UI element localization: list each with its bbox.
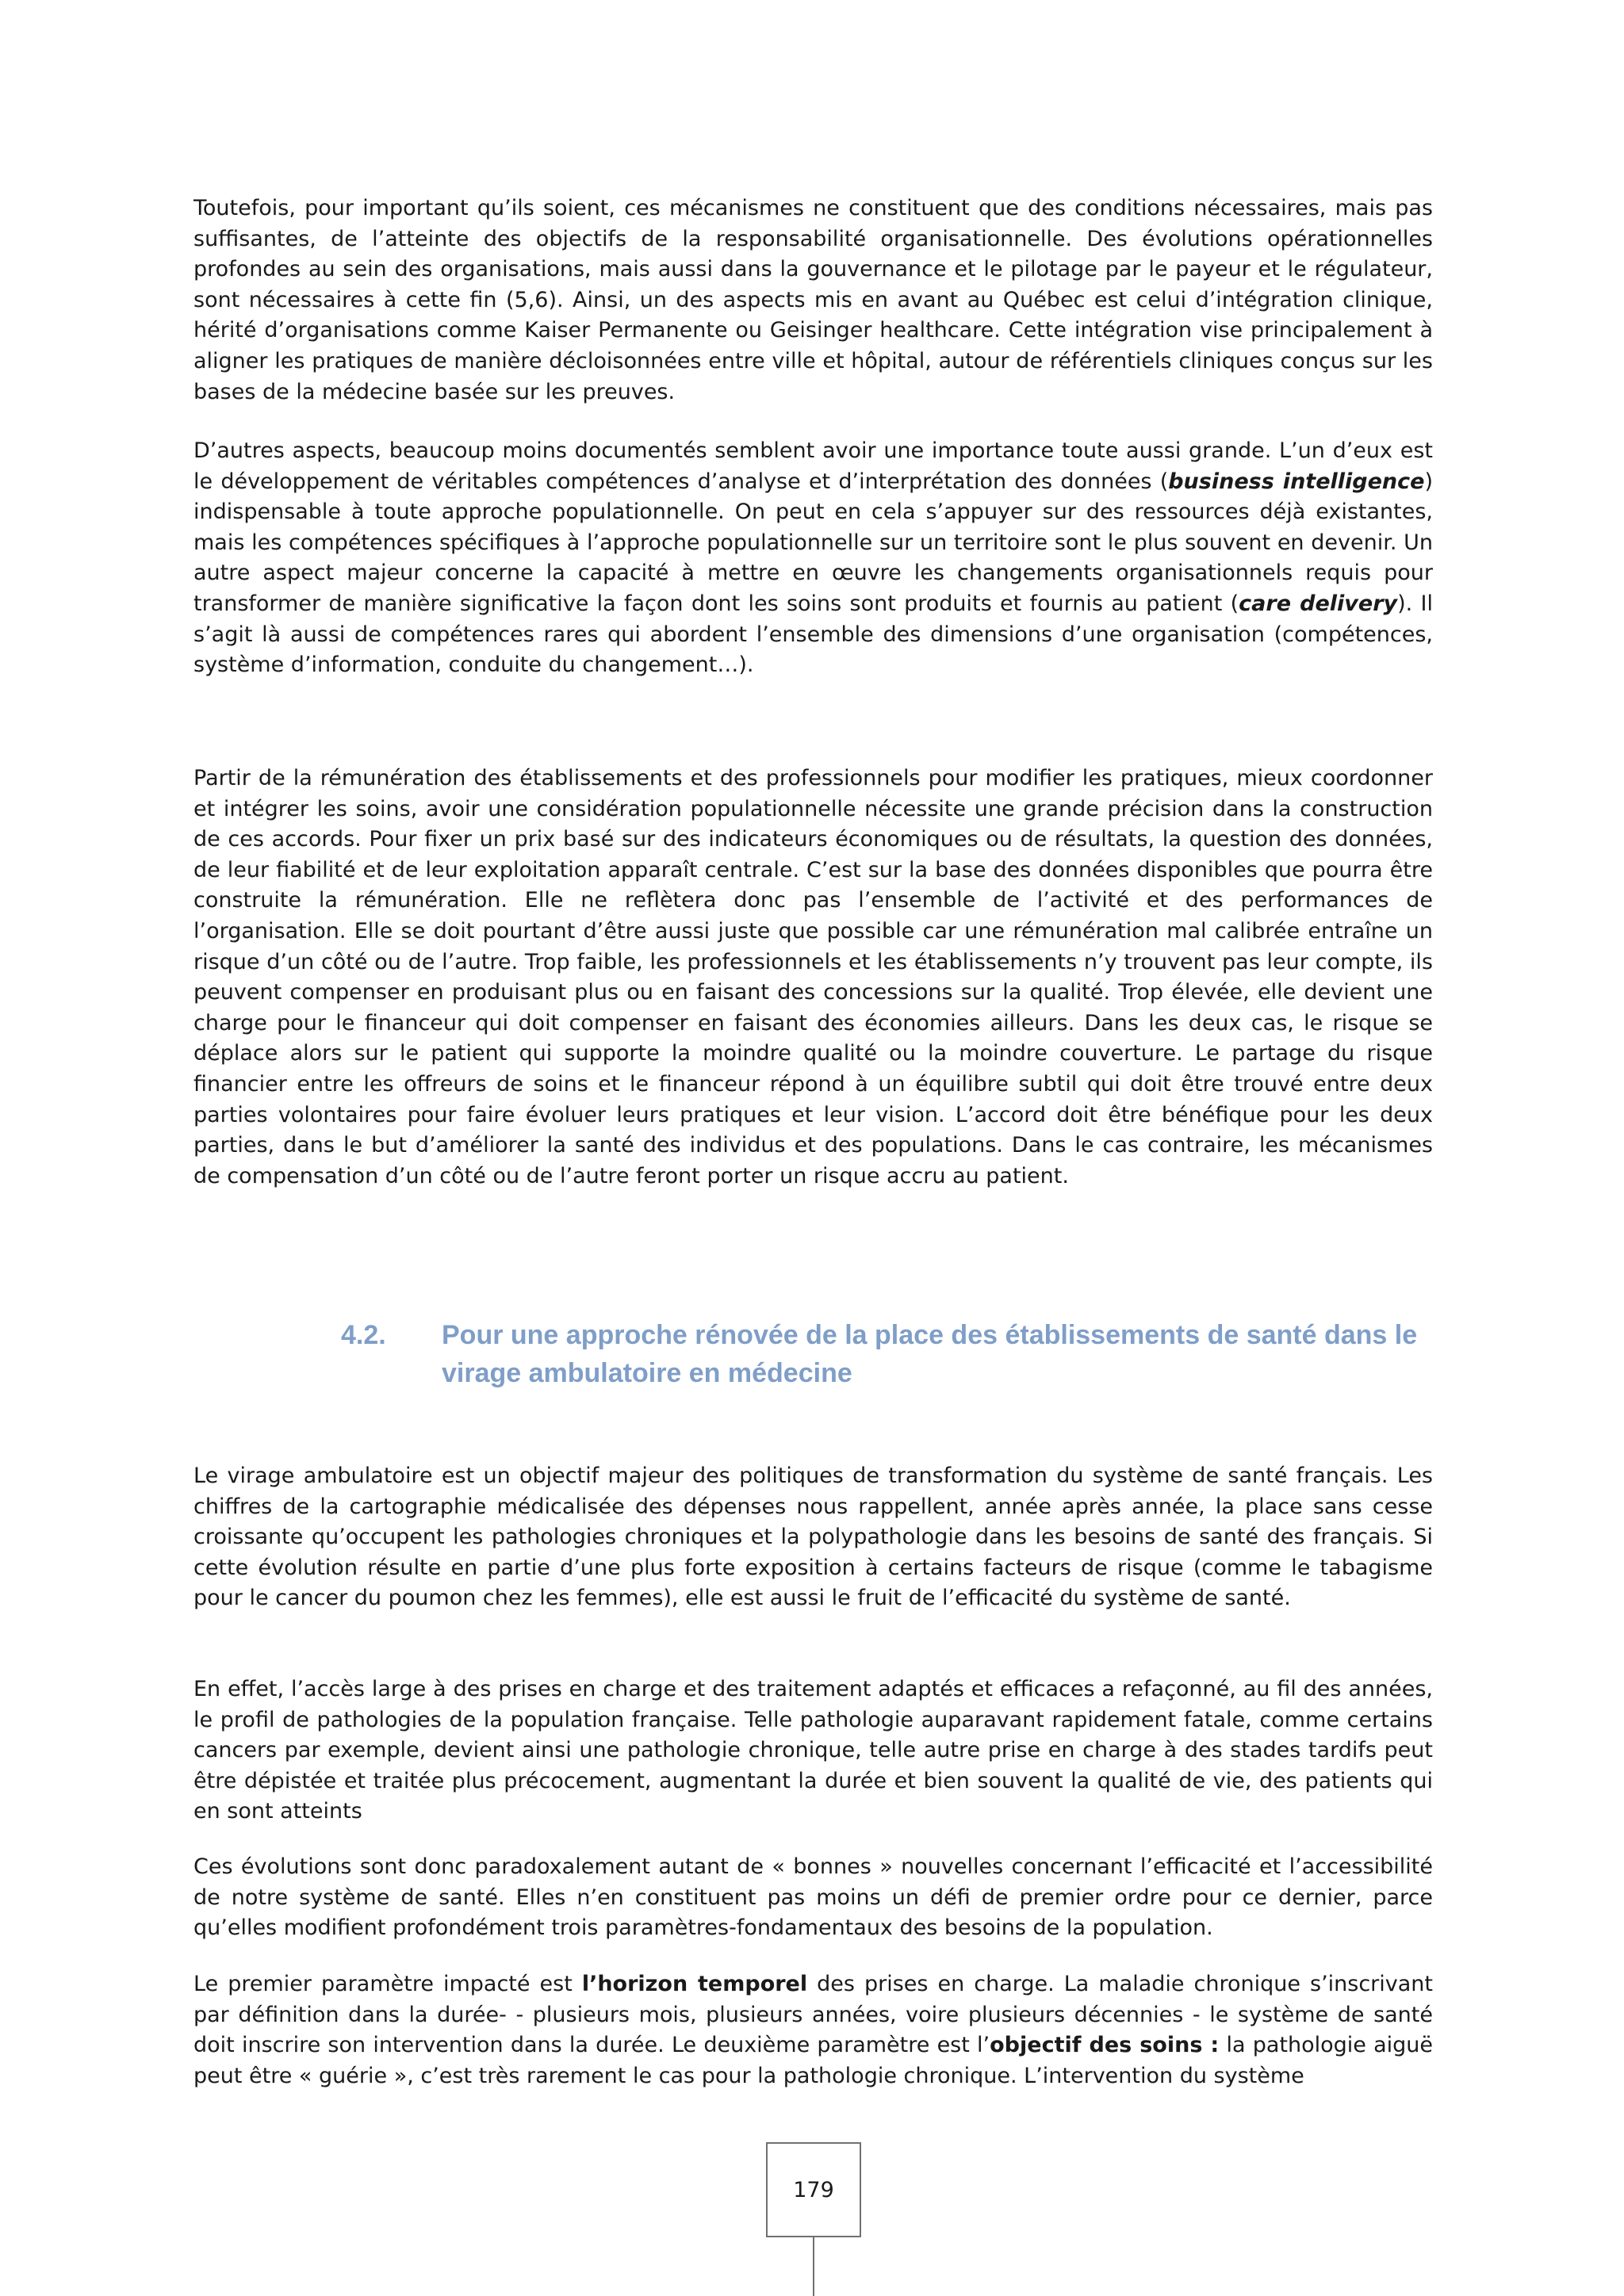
page-number: 179 xyxy=(793,2177,834,2202)
paragraph-7-text-e: la pathologie aiguë peut être « guérie », c’est très rarement le cas pour la pathologie chronique. L’intervention du système xyxy=(193,2033,1433,2088)
paragraph-5: En effet, l’accès large à des prises en charge et des traitement adaptés et efficaces a refaçonné, au fil des années, le profil de pathologies de la population française. Telle pathologie auparavant rapidement fatale, comme certains cancers par exemple, devient ainsi une pathologie chronique, telle autre prise en charge à des stades tardifs peut être dépistée et traitée plus précocement, augmentant la durée et bien souvent la qualité de vie, des patients qui en sont atteints xyxy=(193,1677,1433,1824)
paragraph-2-text-e: ). Il s’agit là aussi de compétences rares qui abordent l’ensemble des dimensions d’une organisation (compétences, système d’information, conduite du changement…). xyxy=(193,591,1433,678)
paragraph-3-container xyxy=(193,763,1433,1192)
page-number-connector-line xyxy=(813,2237,814,2296)
paragraph-7-text-a: Le premier paramètre impacté est xyxy=(193,1972,582,1996)
paragraph-2 xyxy=(193,436,1433,681)
paragraph-6: Ces évolutions sont donc paradoxalement autant de « bonnes » nouvelles concernant l’efficacité et l’accessibilité de notre système de santé. Elles n’en constituent pas moins un défi de premier ordre pour ce dernier, parce qu’elles modifient profondément trois paramètres-fondamentaux des besoins de la population. xyxy=(193,1854,1433,1941)
paragraph-2-text-c: ) indispensable à toute approche populationnelle. On peut en cela s’appuyer sur des ressources déjà existantes, mais les compétences spécifiques à l’approche populationnelle sur un territoire sont le plus souvent en devenir. Un autre aspect majeur concerne la capacité à mettre en œuvre les changements organisationnels requis pour transformer de manière significative la façon dont les soins sont produits et fournis au patient ( xyxy=(193,469,1433,616)
paragraph-2-container xyxy=(193,436,1433,681)
section-title: Pour une approche rénovée de la place des établissements de santé dans le virage ambulatoire en médecine xyxy=(442,1320,1418,1388)
paragraph-1: Toutefois, pour important qu’ils soient, ces mécanismes ne constituent que des conditions nécessaires, mais pas suffisantes, de l’atteinte des objectifs de la responsabilité organisationnelle. Des évolutions opérationnelles profondes au sein des organisations, mais aussi dans la gouvernance et le pilotage par le payeur et le régulateur, sont nécessaires à cette fin (5,6). Ainsi, un des aspects mis en avant au Québec est celui d’intégration clinique, hérité d’organisations comme Kaiser Permanente ou Geisinger healthcare. Cette intégration vise principalement à aligner les pratiques de manière décloisonnées entre ville et hôpital, autour de référentiels cliniques conçus sur les bases de la médecine basée sur les preuves. xyxy=(193,196,1433,404)
paragraph-7 xyxy=(193,1969,1433,2091)
paragraph-2-text-a: D’autres aspects, beaucoup moins documentés semblent avoir une importance toute aussi grande. L’un d’eux est le développement de véritables compétences d’analyse et d’interprétation des données ( xyxy=(193,438,1433,494)
paragraph-5-container xyxy=(193,1674,1433,1827)
section-number: 4.2. xyxy=(341,1320,386,1350)
paragraph-7-container xyxy=(193,1969,1433,2091)
section-heading xyxy=(341,1316,1435,1392)
term-objectif-des-soins: objectif des soins : xyxy=(990,2033,1220,2058)
page-number-box xyxy=(766,2142,861,2237)
paragraph-1-container xyxy=(193,193,1433,408)
paragraph-7-text-c: des prises en charge. La maladie chronique s’inscrivant par définition dans la durée- - plusieurs mois, plusieurs années, voire plusieurs décennies - le système de santé doit inscrire son intervention dans la durée. Le deuxième paramètre est l’ xyxy=(193,1972,1434,2058)
term-care-delivery: care delivery xyxy=(1239,591,1398,616)
term-horizon-temporel: l’horizon temporel xyxy=(581,1972,808,1996)
paragraph-4: Le virage ambulatoire est un objectif majeur des politiques de transformation du système de santé français. Les chiffres de la cartographie médicalisée des dépenses nous rappellent, année après année, la place sans cesse croissante qu’occupent les pathologies chroniques et la polypathologie dans les besoins de santé des français. Si cette évolution résulte en partie d’une plus forte exposition à certains facteurs de risque (comme le tabagisme pour le cancer du poumon chez les femmes), elle est aussi le fruit de l’efficacité du système de santé. xyxy=(193,1464,1433,1611)
paragraph-4-container xyxy=(193,1461,1433,1614)
paragraph-6-container xyxy=(193,1852,1433,1944)
term-business-intelligence: business intelligence xyxy=(1168,469,1425,494)
paragraph-3: Partir de la rémunération des établissements et des professionnels pour modifier les pratiques, mieux coordonner et intégrer les soins, avoir une considération populationnelle nécessite une grande précision dans la construction de ces accords. Pour fixer un prix basé sur des indicateurs économiques ou de résultats, la question des données, de leur fiabilité et de leur exploitation apparaît centrale. C’est sur la base des données disponibles que pourra être construite la rémunération. Elle ne reflètera donc pas l’ensemble de l’activité et des performances de l’organisation. Elle se doit pourtant d’être aussi juste que possible car une rémunération mal calibrée entraîne un risque d’un côté ou de l’autre. Trop faible, les professionnels et les établissements n’y trouvent pas leur compte, ils peuvent compenser en produisant plus ou en faisant des concessions sur la qualité. Trop élevée, elle devient une charge pour le financeur qui doit compenser en faisant des économies ailleurs. Dans les deux cas, le risque se déplace alors sur le patient qui supporte la moindre qualité ou la moindre couverture. Le partage du risque financier entre les offreurs de soins et le financeur répond à un équilibre subtil qui doit être trouvé entre deux parties volontaires pour faire évoluer leurs pratiques et leur vision. L’accord doit être bénéfique pour les deux parties, dans le but d’améliorer la santé des individus et des populations. Dans le cas contraire, les mécanismes de compensation d’un côté ou de l’autre feront porter un risque accru au patient. xyxy=(193,766,1433,1188)
